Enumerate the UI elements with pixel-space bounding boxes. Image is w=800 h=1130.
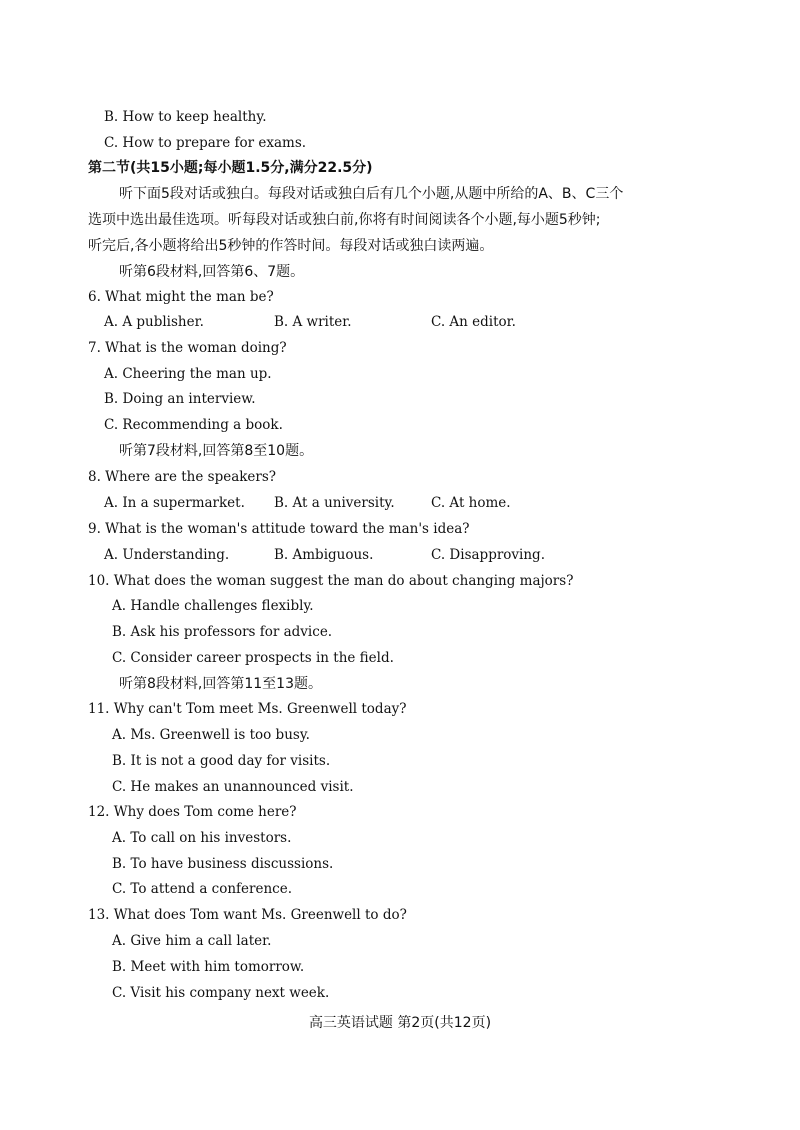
q10-option-c: C. Consider career prospects in the field. bbox=[112, 650, 394, 666]
instructions-line-2: 选项中选出最佳选项。听每段对话或独白前,你将有时间阅读各个小题,每小题5秒钟; bbox=[88, 212, 601, 228]
q10-option-a: A. Handle challenges flexibly. bbox=[112, 598, 314, 614]
q13-option-b: B. Meet with him tomorrow. bbox=[112, 959, 305, 975]
q7-option-a: A. Cheering the man up. bbox=[104, 366, 272, 382]
q12-option-c: C. To attend a conference. bbox=[112, 881, 293, 897]
question-10: 10. What does the woman suggest the man do about changing majors? bbox=[88, 573, 574, 589]
q11-option-b: B. It is not a good day for visits. bbox=[112, 753, 331, 769]
q11-option-a: A. Ms. Greenwell is too busy. bbox=[112, 727, 310, 743]
q10-option-b: B. Ask his professors for advice. bbox=[112, 624, 333, 640]
q12-option-a: A. To call on his investors. bbox=[112, 830, 292, 846]
question-9: 9. What is the woman's attitude toward the man's idea? bbox=[88, 521, 470, 537]
q8-option-c: C. At home. bbox=[431, 495, 511, 511]
q8-option-a: A. In a supermarket. bbox=[104, 495, 245, 511]
instructions-line-1: 听下面5段对话或独白。每段对话或独白后有几个小题,从题中所给的A、B、C三个 bbox=[119, 186, 624, 202]
material-note-8: 听第8段材料,回答第11至13题。 bbox=[119, 676, 322, 692]
question-6: 6. What might the man be? bbox=[88, 289, 274, 305]
q6-option-a: A. A publisher. bbox=[104, 314, 204, 330]
q13-option-a: A. Give him a call later. bbox=[112, 933, 272, 949]
page-footer: 高三英语试题 第2页(共12页) bbox=[308, 1015, 492, 1031]
q8-option-b: B. At a university. bbox=[274, 495, 395, 511]
q12-option-b: B. To have business discussions. bbox=[112, 856, 334, 872]
material-note-6: 听第6段材料,回答第6、7题。 bbox=[119, 264, 305, 280]
question-7: 7. What is the woman doing? bbox=[88, 340, 287, 356]
q7-option-c: C. Recommending a book. bbox=[104, 417, 283, 433]
q9-option-b: B. Ambiguous. bbox=[274, 547, 374, 563]
material-note-7: 听第7段材料,回答第8至10题。 bbox=[119, 443, 314, 459]
question-8: 8. Where are the speakers? bbox=[88, 469, 277, 485]
q6-option-b: B. A writer. bbox=[274, 314, 352, 330]
q13-option-c: C. Visit his company next week. bbox=[112, 985, 330, 1001]
prev-option-b: B. How to keep healthy. bbox=[104, 109, 267, 125]
question-11: 11. Why can't Tom meet Ms. Greenwell today? bbox=[88, 701, 407, 717]
q9-option-a: A. Understanding. bbox=[104, 547, 230, 563]
q9-option-c: C. Disapproving. bbox=[431, 547, 545, 563]
question-12: 12. Why does Tom come here? bbox=[88, 804, 297, 820]
section-title: 第二节(共15小题;每小题1.5分,满分22.5分) bbox=[88, 160, 373, 176]
q7-option-b: B. Doing an interview. bbox=[104, 391, 256, 407]
q6-option-c: C. An editor. bbox=[431, 314, 516, 330]
q11-option-c: C. He makes an unannounced visit. bbox=[112, 779, 354, 795]
instructions-line-3: 听完后,各小题将给出5秒钟的作答时间。每段对话或独白读两遍。 bbox=[88, 238, 494, 254]
question-13: 13. What does Tom want Ms. Greenwell to do? bbox=[88, 907, 407, 923]
prev-option-c: C. How to prepare for exams. bbox=[104, 135, 307, 151]
